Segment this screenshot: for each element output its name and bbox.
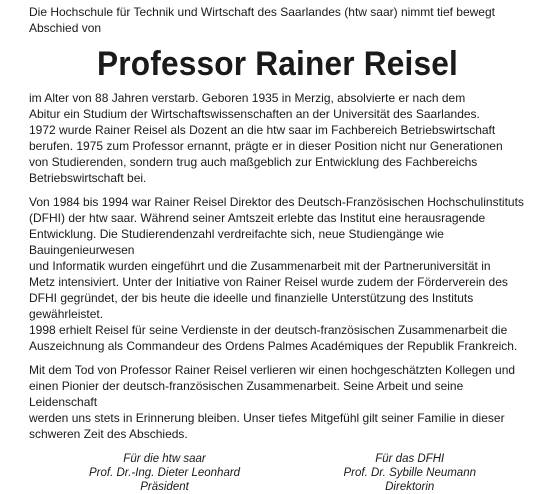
intro-text: Die Hochschule für Technik und Wirtschaft des Saarlandes (htw saar) nimmt tief bewegt Abschied von: [29, 5, 495, 35]
signatures: [29, 450, 526, 494]
signature-name: Prof. Dr. Sybille Neumann: [343, 467, 476, 479]
signature-role: Direktorin: [385, 481, 435, 493]
deceased-name: Professor Rainer Reisel: [96, 45, 459, 83]
paragraph-farewell: Mit dem Tod von Professor Rainer Reisel verlieren wir einen hochgeschätzten Kollegen und einen Pionier der deutsch-französischen Zusammenarbeit. Seine Arbeit und seine Leidenschaft werden uns stets in Erinnerung bleiben. Unser tiefes Mitgefühl gilt seiner Familie in dieser schweren Zeit des Abschieds.: [29, 363, 516, 441]
signature-role: Präsident: [140, 481, 189, 493]
signature-htw: [89, 452, 240, 494]
signature-for: Für das DFHI: [375, 453, 445, 465]
signature-for: Für die htw saar: [123, 453, 206, 465]
paragraph-dfhi: Von 1984 bis 1994 war Rainer Reisel Direktor des Deutsch-Französischen Hochschulinstituts (DFHI) der htw saar. Während seiner Amtszeit erlebte das Institut eine herausragende Entwicklung. Die Studierendenzahl verdreifachte sich, neue Studiengänge wie Bauingenieurwesen und Informatik wurden eingeführt und die Zusammenarbeit mit der Partneruniversität in Metz intensiviert. Unter der Initiative von Rainer Reisel wurde zudem der Förderverein des DFHI gegründet, der bis heute die ideelle und finanzielle Unterstützung des Instituts gewährleistet. 1998 erhielt Reisel für seine Verdienste in der deutsch-französischen Zusammenarbeit die Auszeichnung als Commandeur des Ordens Palmes Académiques der Republik Frankreich.: [29, 195, 524, 353]
paragraph-biography: im Alter von 88 Jahren verstarb. Geboren 1935 in Merzig, absolvierte er nach dem Abitur ein Studium der Wirtschaftswissenschaften an der Universität des Saarlandes. 1972 wurde Rainer Reisel als Dozent an die htw saar im Fachbereich Betriebswirtschaft berufen. 1975 zum Professor ernannt, prägte er in dieser Position nicht nur Generationen von Studierenden, sondern trug auch maßgeblich zur Entwicklung des Fachbereichs Betriebswirtschaft bei.: [29, 91, 503, 185]
signature-dfhi: [343, 452, 476, 494]
signature-name: Prof. Dr.-Ing. Dieter Leonhard: [89, 467, 241, 479]
